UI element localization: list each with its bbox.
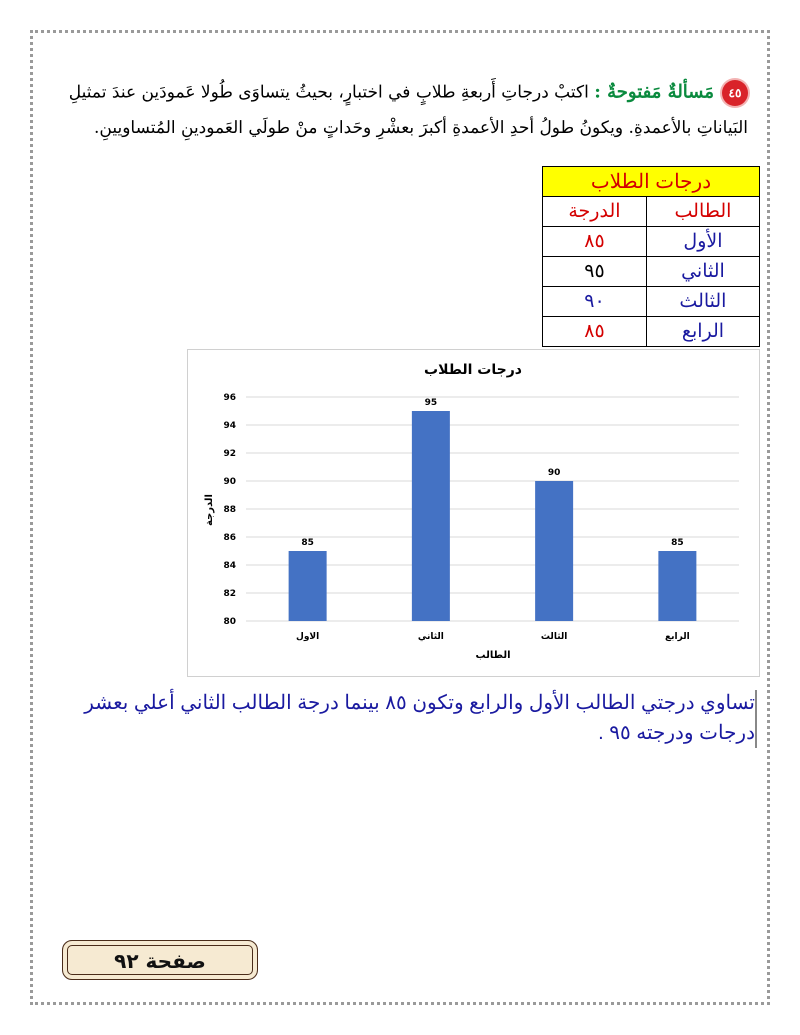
bar [289, 551, 327, 621]
y-tick-label: 88 [223, 505, 236, 515]
question-number-badge: ٤٥ [722, 80, 748, 106]
row-grade: ٩٥ [543, 257, 647, 287]
y-tick-label: 92 [223, 449, 236, 459]
bar-chart-svg [188, 350, 759, 676]
bar-chart [187, 349, 760, 677]
bar [658, 551, 696, 621]
x-tick-label: الرابع [665, 632, 690, 642]
y-tick-label: 80 [223, 617, 236, 627]
table-row [543, 257, 760, 287]
bar-data-label: 85 [671, 538, 684, 548]
page-number-box [62, 940, 258, 980]
row-grade: ٨٥ [543, 227, 647, 257]
y-tick-label: 84 [223, 561, 236, 571]
table-title: درجات الطلاب [543, 167, 760, 197]
question-line-2 [94, 118, 748, 138]
question-text-1: اكتبْ درجاتِ أَربعةِ طلابٍ في اختبارٍ، بحيثُ يتساوَى طُولا عَمودَين عندَ تمثيلِ [68, 82, 589, 103]
header-grade: الدرجة [543, 197, 647, 227]
bar-data-label: 85 [301, 538, 314, 548]
y-axis-ticks [223, 393, 236, 627]
question-text-2: البَياناتِ بالأعمدةِ. ويكونُ طولُ أحدِ الأعمدةِ أكبرَ بعشْرِ وحَداتٍ منْ طولَي العَمودينِ المُتساويينِ. [93, 118, 748, 138]
x-axis-label: الطالب [475, 650, 511, 661]
row-grade: ٩٠ [543, 287, 647, 317]
answer-line-1: تساوي درجتي الطالب الأول والرابع وتكون ٨٥ بينما درجة الطالب الثاني أعلي بعشر [84, 692, 755, 714]
table-row [543, 287, 760, 317]
bar [535, 481, 573, 621]
row-student: الثاني [646, 257, 759, 287]
grades-table [542, 166, 760, 347]
row-grade: ٨٥ [543, 317, 647, 347]
row-student: الرابع [646, 317, 759, 347]
row-student: الثالث [646, 287, 759, 317]
bar [412, 411, 450, 621]
x-tick-label: الاول [296, 632, 320, 642]
x-tick-label: الثاني [417, 632, 444, 642]
x-tick-label: الثالث [540, 632, 568, 642]
y-tick-label: 96 [223, 393, 236, 403]
header-student: الطالب [646, 197, 759, 227]
table-row [543, 227, 760, 257]
y-tick-label: 82 [223, 589, 236, 599]
table-row [543, 317, 760, 347]
bar-data-label: 90 [547, 468, 561, 478]
page-number: صفحة ٩٢ [114, 949, 206, 973]
chart-title: درجات الطلاب [424, 362, 522, 378]
question-title: مَسألةٌ مَفتوحةٌ : [594, 81, 714, 103]
y-tick-label: 94 [223, 421, 236, 431]
chart-bars [289, 411, 697, 621]
y-axis-label: الدرجة [204, 494, 215, 526]
y-tick-label: 90 [223, 477, 236, 487]
y-tick-label: 86 [223, 533, 236, 543]
row-student: الأول [646, 227, 759, 257]
x-axis-ticks [296, 632, 690, 642]
answer-margin-bar [755, 690, 757, 748]
data-labels [301, 398, 683, 548]
bar-data-label: 95 [424, 398, 438, 408]
question-line-1 [69, 80, 748, 106]
answer-line-2: درجات ودرجته ٩٥ . [598, 722, 755, 744]
